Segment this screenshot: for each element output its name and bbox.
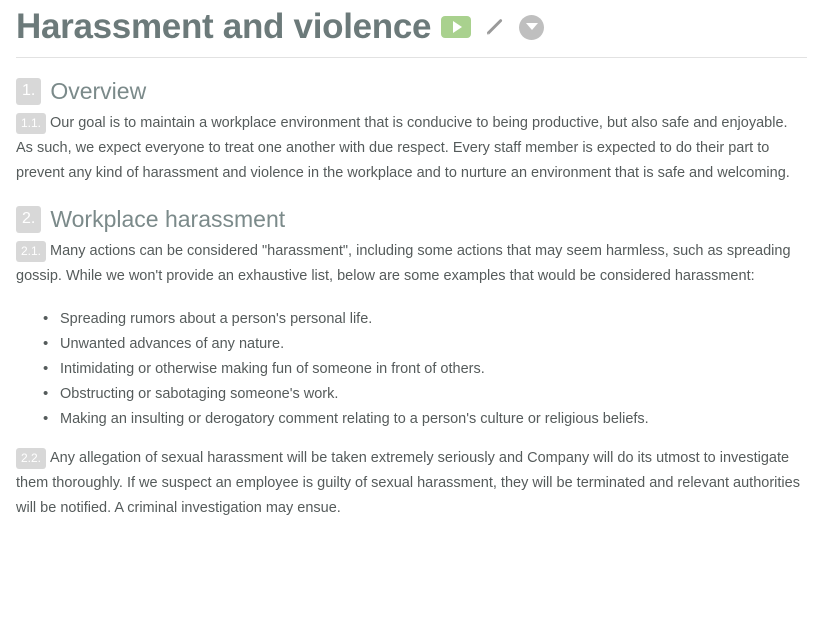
pencil-icon[interactable] (481, 15, 509, 39)
paragraph-text: Our goal is to maintain a workplace environment that is conducive to being productive, but also safe and enjoyable. As such, we expect everyone to treat one another with due respect. Every staff member is expected to do their part to prevent any kind of harassment and violence in the workplace and to nurture an environment that is safe and welcoming. (16, 114, 790, 181)
paragraph-text: Many actions can be considered "harassment", including some actions that may seem harmless, such as spreading gossip. While we won't provide an exhaustive list, below are some examples that would be considered harassment: (16, 242, 791, 284)
section-heading-text: Workplace harassment (50, 205, 286, 232)
paragraph-number-badge: 1.1. (16, 113, 46, 134)
section-number-badge: 1. (16, 78, 41, 105)
paragraph (16, 446, 807, 521)
harassment-examples-list (16, 307, 807, 432)
chevron-down-icon[interactable] (519, 15, 544, 40)
paragraph-number-badge: 2.2. (16, 448, 46, 469)
section-heading-1 (16, 78, 807, 105)
list-item: • Making an insulting or derogatory comment relating to a person's culture or religious beliefs. (60, 407, 807, 432)
page-title: Harassment and violence (16, 7, 432, 46)
play-triangle (453, 21, 462, 33)
section-number-badge: 2. (16, 206, 41, 233)
paragraph (16, 111, 807, 186)
section-heading-text: Overview (50, 77, 147, 104)
list-item: • Intimidating or otherwise making fun of someone in front of others. (60, 357, 807, 382)
chevron-shape (526, 23, 538, 30)
document-header (16, 0, 807, 58)
play-icon[interactable] (441, 16, 471, 38)
paragraph-number-badge: 2.1. (16, 241, 46, 262)
list-item: • Unwanted advances of any nature. (60, 332, 807, 357)
section-heading-2 (16, 206, 807, 233)
list-item: • Spreading rumors about a person's personal life. (60, 307, 807, 332)
paragraph-text: Any allegation of sexual harassment will be taken extremely seriously and Company will do its utmost to investigate them thoroughly. If we suspect an employee is guilty of sexual harassment, they will be terminated and relevant authorities will be notified. A criminal investigation may ensue. (16, 449, 800, 516)
list-item: • Obstructing or sabotaging someone's work. (60, 382, 807, 407)
paragraph (16, 239, 807, 289)
